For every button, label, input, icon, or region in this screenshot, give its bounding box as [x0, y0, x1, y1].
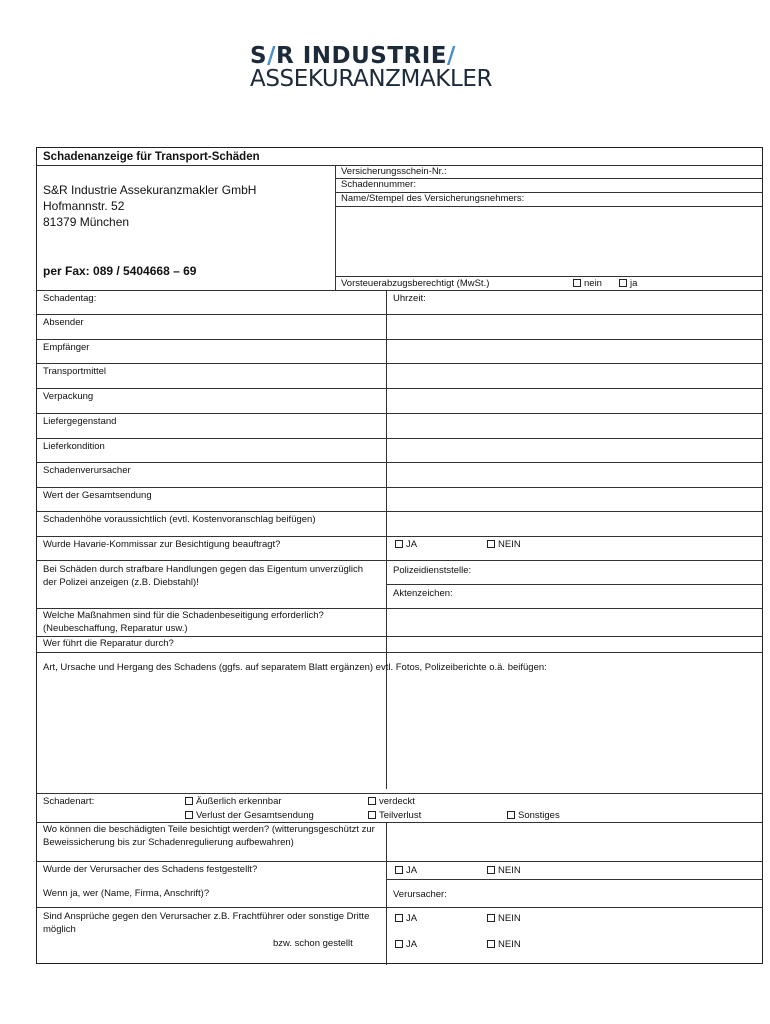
repairer-label: Wer führt die Reparatur durch? [43, 638, 174, 649]
claims-yes-checkbox[interactable]: JA [395, 913, 417, 925]
vat-yes-checkbox[interactable]: ja [619, 278, 637, 290]
other-checkbox[interactable]: Sonstiges [507, 810, 560, 822]
damage-date-label: Schadentag: [43, 293, 97, 304]
vat-no-checkbox[interactable]: nein [573, 278, 602, 290]
police-station-label: Polizeidienststelle: [393, 565, 472, 576]
vat-label: Vorsteuerabzugsberechtigt (MwSt.) [341, 278, 490, 289]
logo-line-2: ASSEKURANZMAKLER [250, 66, 493, 92]
hidden-checkbox[interactable]: verdeckt [368, 796, 415, 808]
fax-number: per Fax: 089 / 5404668 – 69 [43, 264, 197, 278]
time-label: Uhrzeit: [393, 293, 426, 304]
damage-type-label: Schadenart: [43, 796, 95, 807]
claims-no-checkbox[interactable]: NEIN [487, 913, 521, 925]
surveyor-yes-checkbox[interactable]: JA [395, 539, 417, 551]
address-line-2: Hofmannstr. 52 [43, 199, 125, 213]
file-number-label: Aktenzeichen: [393, 588, 453, 599]
surveyor-question: Wurde Havarie-Kommissar zur Besichtigung beauftragt? [43, 539, 281, 550]
causer-label: Schadenverursacher [43, 465, 131, 476]
partial-loss-checkbox[interactable]: Teilverlust [368, 810, 421, 822]
delivery-terms-label: Lieferkondition [43, 441, 105, 452]
identified-no-checkbox[interactable]: NEIN [487, 865, 521, 877]
form-title: Schadenanzeige für Transport-Schäden [43, 151, 260, 163]
damage-description-label: Art, Ursache und Hergang des Schadens (ggfs. auf separatem Blatt ergänzen) evtl. Fotos, Polizeiberichte o.ä. beifügen: [43, 662, 547, 673]
filed-yes-checkbox[interactable]: JA [395, 939, 417, 951]
recipient-label: Empfänger [43, 342, 90, 353]
policy-number-label: Versicherungsschein-Nr.: [341, 166, 447, 177]
filed-no-checkbox[interactable]: NEIN [487, 939, 521, 951]
total-loss-checkbox[interactable]: Verlust der Gesamtsendung [185, 810, 314, 822]
value-label: Wert der Gesamtsendung [43, 490, 152, 501]
goods-label: Liefergegenstand [43, 416, 117, 427]
claims-question: Sind Ansprüche gegen den Verursacher z.B. Frachtführer oder sonstige Dritte möglich [43, 911, 370, 935]
company-logo [250, 44, 530, 94]
packaging-label: Verpackung [43, 391, 94, 402]
address-line-3: 81379 München [43, 215, 130, 229]
who-label: Wenn ja, wer (Name, Firma, Anschrift)? [43, 888, 210, 899]
causer-identified-question: Wurde der Verursacher des Schadens festgestellt? [43, 864, 258, 875]
stamp-label: Name/Stempel des Versicherungsnehmers: [341, 193, 525, 204]
claim-form [36, 147, 763, 964]
police-notice: Bei Schäden durch strafbare Handlungen gegen das Eigentum unverzüglich der Polizei anzeigen (z.B. Diebstahl)! [43, 564, 364, 588]
causer-field-label: Verursacher: [393, 889, 447, 900]
surveyor-no-checkbox[interactable]: NEIN [487, 539, 521, 551]
measures-label: Welche Maßnahmen sind für die Schadenbeseitigung erforderlich? (Neubeschaffung, Reparatur usw.) [43, 610, 324, 634]
sender-label: Absender [43, 317, 84, 328]
external-checkbox[interactable]: Äußerlich erkennbar [185, 796, 282, 808]
damage-amount-label: Schadenhöhe voraussichtlich (evtl. Kostenvoranschlag beifügen) [43, 514, 316, 525]
inspection-location-label: Wo können die beschädigten Teile besichtigt werden? (witterungsgeschützt zur Beweissicherung bis zur Schadenregulierung aufbewahren) [43, 824, 375, 848]
claim-number-label: Schadennummer: [341, 179, 416, 190]
address-line-1: S&R Industrie Assekuranzmakler GmbH [43, 183, 257, 197]
logo-line-1: S/R INDUSTRIE/ [250, 43, 456, 69]
identified-yes-checkbox[interactable]: JA [395, 865, 417, 877]
already-filed-label: bzw. schon gestellt [273, 938, 353, 949]
transport-label: Transportmittel [43, 366, 106, 377]
